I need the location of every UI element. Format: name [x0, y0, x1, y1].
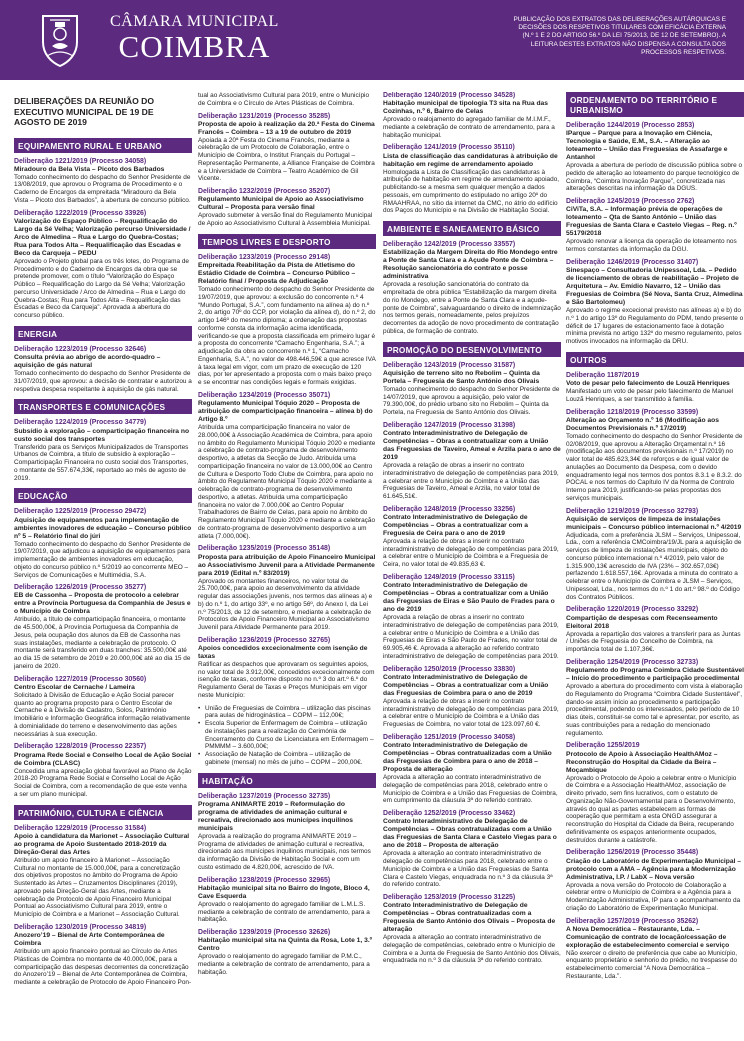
- deliberation-body: Aprovada a relação de obras a inserir no contrato interadministrativo de delegação de competências para 2019, a celebrar entre o Município de Coimbra e a Freguesia de Ceira, no valor total de 49.835,63 €.: [383, 537, 559, 569]
- deliberation-entry: [566, 918, 744, 981]
- section-heading: PROMOÇÃO DO DESENVOLVIMENTO: [383, 342, 561, 357]
- deliberation-title: Contrato Interadministrativo de Delegação de Competências – Obras contratualizadas com a União das Freguesias de Santa Clara e Castelo Viegas para o ano de 2018 – Proposta de alteração: [383, 818, 557, 850]
- deliberation-title: Proposta de apoio à realização da 20.ª Festa do Cinema Francês – Coimbra – 13 a 19 de outubro de 2019: [198, 120, 375, 136]
- deliberation-title: Habitação municipal sita na Quinta da Rosa, Lote 1, 3.º Centro: [198, 937, 373, 953]
- deliberation-entry: [14, 419, 192, 482]
- deliberation-title: Contrato Interadministrativo de Delegação de Competências – Obras a contratualizar com a União das Freguesias de Eiras e São Paulo de Frades para o ano de 2019: [383, 582, 555, 614]
- deliberation-body: Atribuído, a título de comparticipação financeira, o montante de 45.500,00€, à Província Portuguesa da Companhia de Jesus, pela ocupação dos alunos da EB de Cassonha nas suas instalações, mediante a celebração de protocolo. O montante será transferido em duas tranches: 35.500,00€ até ao dia 15 de setembro de 2019 e 20.000,00€ até ao dia 15 de janeiro de 2020.: [14, 616, 191, 670]
- deliberation-entry: [14, 508, 192, 579]
- deliberation-title: Contrato Interadministrativo de Delegação de Competências – Obras contratualizadas com a União das Freguesias de Coimbra para o ano de 2018 – Proposta de alteração: [383, 742, 552, 774]
- bullet-item: • Escola Superior de Enfermagem de Coimbra – utilização de instalações para a realização do Cerimónia de Encerramento do Curso de Licenciatura em Enfermagem – PMMMM – 3.600,00€;: [198, 720, 376, 751]
- section-heading: TEMPOS LIVRES E DESPORTO: [198, 234, 376, 249]
- deliberation-body: Aprovada a resolução sancionatória do contrato da empreitada de obra pública “Estabilização da margem direita do rio Mondego, entre a Ponte de Santa Clara e a açude-ponte de Coimbra”, salvaguardando o direito de indemnização nos termos gerais, nomeadamente, pelos prejuízos decorrentes da adoção de novo procedimento de contratação pública, de formação de contrato.: [383, 281, 561, 335]
- deliberation-body: Aprovado os montantes financeiros, no valor total de 25.700,00€, para apoio ao desenvolvimento da atividade regular das associações juvenis, nos termos das alíneas a) e b) do n.º 1, do artigo 33º, e no artigo 56º, do Anexo I, da Lei n.º 75/2013, de 12 de setembro, e mediante a celebração de Protocolos de Apoio Financeiro Municipal ao Associativismo Juvenil para Atividade Permanente para 2019.: [198, 577, 373, 632]
- bullet-item: • União de Freguesias de Coimbra – utilização das piscinas para aulas de hidroginástica – COPM – 112,00€;: [198, 705, 376, 721]
- deliberation-number: Deliberação 1228/2019 (Processo 22357): [14, 743, 147, 751]
- column-2: [198, 92, 376, 1037]
- deliberation-entry: [383, 810, 561, 889]
- deliberation-number: Deliberação 1235/2019 (Processo 35148): [198, 545, 331, 553]
- deliberation-entry: [566, 606, 744, 653]
- deliberation-number: Deliberação 1223/2019 (Processo 32646): [14, 345, 147, 353]
- deliberation-body: Atribuída uma comparticipação financeira no valor de 28.000,00€ à Associação Académica de Coimbra, para apoio no âmbito do Regulamento Municipal Tóquio 2020 e mediante a celebração de contrato-programa de desenvolvimento desportivo, a atletas da Secção de Judo. Atribuída uma comparticipação financeira no valor de 13.000,00€ ao Centro de Cultura e Desporto Todo Clube de Coimbra, para apoio no âmbito do Regulamento Municipal Tóquio 2020 e mediante a celebração de contrato-programa de desenvolvimento desportivo, a atletas. Atribuída uma comparticipação financeira no valor de 7.000,00€ ao Centro Popular Trabalhadores de Bairro de Celas, para apoio no âmbito do Regulamento Municipal Tóquio 2020 e mediante a celebração de contrato-programa de desenvolvimento desportivo a um atleta (7.000,00€).: [198, 424, 376, 540]
- deliberation-body: Aprovado o realojamento do agregado familiar de P.M.C., mediante a celebração de contrato de arrendamento, para a habitação.: [198, 953, 370, 976]
- deliberation-body: Atribuído um apoio financeiro pontual ao Círculo de Artes Plásticas de Coimbra no montante de 40.000,00€, para a comparticipação das despesas decorrentes da concretização do Anozero’19 – Bienal de Arte Contemporânea de Coimbra, mediante a celebração de Protocolo de Apoio Financeiro Pon-: [14, 948, 192, 987]
- deliberation-entry: [566, 659, 744, 737]
- deliberation-entry: [566, 372, 744, 404]
- section-heading: AMBIENTE E SANEAMENTO BÁSICO: [383, 221, 561, 236]
- deliberation-body: Aprovado o realojamento do agregado familiar de L.M.L.S. mediante a celebração de contrato de arrendamento, para a habitação.: [198, 900, 370, 924]
- deliberation-entry: [383, 734, 561, 805]
- deliberation-body: Aprovada a alteração ao contrato interadministrativo de delegação de competências para 2018, celebrado entre o Município de Coimbra e a União das Freguesias de Coimbra, em cumprimento da cláusula 3ª do referido contrato.: [383, 774, 558, 805]
- deliberation-title: Alteração ao Orçamento n.º 16 (Modificação aos Documentos Previsionais n.º 17/2019): [566, 416, 719, 432]
- column-3: [383, 92, 561, 1037]
- deliberation-title: Aquisição de terreno sito no Rebolim – Quinta da Portela – Freguesia de Santo António dos Olivais: [383, 369, 540, 385]
- deliberation-title: Regulamento do Programa Coimbra Cidade Sustentável – Início do procedimento e participação procedimental: [566, 667, 744, 683]
- deliberation-title: Centro Escolar de Cernache / Lameira: [14, 683, 135, 691]
- continued-text: tual ao Associativismo Cultural para 2019, entre o Município de Coimbra e o Círculo de Artes Plásticas de Coimbra.: [198, 92, 370, 107]
- deliberation-entry: [14, 158, 192, 205]
- deliberation-number: Deliberação 1242/2019 (Processo 33557): [383, 241, 516, 249]
- brand-top: CÂMARA MUNICIPAL: [110, 13, 279, 30]
- deliberation-number: Deliberação 1247/2019 (Processo 31398): [383, 421, 516, 429]
- deliberation-body: Aprovado o realojamento do agregado familiar de M.I.M.F., mediante a celebração de contrato de arrendamento, para a habitação municipal.: [383, 116, 555, 139]
- deliberation-entry: [383, 144, 561, 215]
- deliberation-title: Apoio à candidatura da Marionet – Associação Cultural ao programa de Apoio Sustentado 2018-2019 da Direção-Geral das Artes: [14, 832, 190, 856]
- deliberation-body: Transferido para os Serviços Municipalizados de Transportes Urbanos de Coimbra, a título de subsídio à exploração – Comparticipação Financeira no custo social dos Transportes, o montante de 557.674,33€, reportado ao mês de agosto de 2019.: [14, 443, 189, 482]
- deliberation-entry: [198, 793, 376, 872]
- deliberation-entry: [198, 929, 376, 976]
- deliberation-title: Habitação municipal sita no Bairro do Ingote, Bloco 4, Cave Esquerda: [198, 884, 370, 900]
- coimbra-crest-icon: [37, 12, 83, 68]
- deliberation-number: Deliberação 1249/2019 (Processo 33115): [383, 573, 515, 581]
- deliberation-body: Aprovada a relação de obras a inserir no contrato interadministrativo de delegação de competências para 2019, a celebrar entre o Município de Coimbra e a União das Freguesias de Taveiro, Ameal e Arzila, no valor total de 61.645,51€.: [383, 462, 559, 501]
- deliberation-entry: [198, 188, 376, 228]
- deliberation-body: Aprovada a relação de obras a inserir no contrato interadministrativo de delegação de competências para 2019, a celebrar entre o Município de Coimbra e a União das Freguesias de Eiras e São Paulo de Frades, no valor total de 69.905,46 €. Aprovada a alteração ao referido contrato interadministrativo de delegação de competências para 2019.: [383, 614, 559, 660]
- deliberation-body: Aprovada a realização do programa ANIMARTE 2019 – Programa de atividades de animação cultural e recreativa, direcionado aos munícipes inquilinos municipais, nos termos da informação da Divisão de Habitação Social e com um custo estimado de 4.820,00€, acrescido de IVA.: [198, 832, 371, 871]
- deliberation-title: CiViTa, S.A. – Informação prévia de operações de loteamento – Qta de Santo António – União das Freguesias de Santa Clara e Castelo Viegas – Reg. n.º 55179/2018: [566, 206, 737, 238]
- deliberation-entry: [198, 113, 376, 184]
- deliberation-number: Deliberação 1231/2019 (Processo 35285): [198, 112, 331, 120]
- deliberation-number: Deliberação 1222/2019 (Processo 33926): [14, 209, 147, 217]
- deliberation-entry: [14, 825, 192, 919]
- deliberation-body: Tomado conhecimento do despacho do Senhor Presidente de 19/07/2019, que aprovou: a exclusão do concorrente n.º 4 “Mundo Portugal, S.A.”, com fundamento na alínea a) do n.º 2, do artigo 70º do CCP, por violação da alínea d), do n.º 2, do artigo 146º do mesmo diploma; a ordenação das propostas conforme consta da informação acima identificada, verificando-se que a proposta classificada em primeiro lugar é a proposta do concorrente “Camacho Engenharia, S.A.”; a adjudicação da obra ao concorrente n.º 1, “Camacho Engenharia, S.A.”, no valor de 498.446,59€ a que acresce IVA à taxa legal em vigor, com um prazo de execução de 120 dias, por ter apresentado a proposta com o mais baixo preço e se encontrar nas condições legais e formais exigidas.: [198, 286, 376, 387]
- deliberation-title: Programa ANIMARTE 2019 – Reformulação do programa de atividades de animação cultural e recreativa, direcionado aos municípes inquilinos municipais: [198, 800, 353, 832]
- deliberation-entry: [198, 254, 376, 387]
- column-4: [566, 92, 744, 1037]
- deliberation-body: Aprovada a alteração ao contrato interadministrativo de delegação de competências para 2018, celebrado entre o Município de Coimbra e a União das Freguesias de Santa Clara e Castelo Viegas, enquadrada no n.º 3 da cláusula 3ª do referido contrato.: [383, 850, 553, 889]
- deliberation-title: Subsídio à exploração – comparticipação financeira no custo social dos transportes: [14, 427, 190, 443]
- deliberation-number: Deliberação 1245/2019 (Processo 2762): [566, 198, 695, 206]
- deliberation-entry: [14, 676, 192, 739]
- deliberation-body: Tomado conhecimento do despacho do Senhor Presidente de 14/07/2019, que aprovou a aquisição, pelo valor de 79.390,00€, do prédio urbano sito no Rebolim – Quinta da Portela, na Freguesia de Santo António dos Olivais.: [383, 385, 560, 417]
- deliberation-body: Manifestado um voto de pesar pelo falecimento de Manuel Louzã Henriques, a ser transmitido à família.: [566, 388, 734, 403]
- deliberation-entry: [566, 849, 744, 912]
- deliberation-title: Protocolo de Apoio à Associação HealthAMoz – Reconstrução do Hospital da Cidade da Beira – Moçambique: [566, 750, 718, 774]
- deliberation-entry: [383, 241, 561, 335]
- deliberation-title: Empreitada Reabilitação da Pista de Atletismo do Estádio Cidade de Coimbra – Concurso Público – Relatório final / Proposta de Adjudicação: [198, 262, 356, 286]
- deliberation-body: Aprovado o Protocolo de Apoio a celebrar entre o Município de Coimbra e a Associação HealthAMoz, associação de direito privado, sem fins lucrativos, com o estatuto de Organização Não-Governamental para o Desenvolvimento, através do qual as partes estabelecem as formas de cooperação que permitam a esta ONGD assegurar a reconstrução do Hospital da Cidade da Beira, recuperando definitivamente os espaços anteriormente ocupados, destruídos durante a catástrofe.: [566, 774, 737, 844]
- deliberation-number: Deliberação 1236/2019 (Processo 32765): [198, 636, 331, 644]
- deliberation-body: Não exercer o direito de preferência que cabe ao Município, enquanto proprietário e senhorio do prédio, no trespasse do estabelecimento comercial “A Nova Democrática – Restaurante, Lda.”.: [566, 949, 738, 980]
- page-body: [0, 80, 744, 1041]
- deliberation-title: Proposta para atribuição de Apoio Financeiro Municipal ao Associativismo Juvenil para a Atividade Permanente para 2019 (Edital n.º 83/2019): [198, 553, 376, 577]
- deliberation-entry: [198, 877, 376, 924]
- brand-name: COIMBRA: [118, 29, 271, 64]
- section-heading: EQUIPAMENTO RURAL E URBANO: [14, 138, 192, 153]
- deliberation-number: Deliberação 1240/2019 (Processo 34528): [383, 92, 516, 99]
- bullet-list: [198, 705, 376, 767]
- deliberation-title: Apoios concedidos excecionalmente com isenção de taxas: [198, 644, 368, 660]
- deliberation-number: Deliberação 1221/2019 (Processo 34058): [14, 157, 147, 165]
- deliberation-entry: [14, 743, 192, 798]
- deliberation-title: Regulamento Municipal de Apoio ao Associativismo Cultural – Proposta para versão final: [198, 196, 364, 212]
- deliberation-title: Programa Rede Social e Conselho Local de Ação Social de Coimbra (CLASC): [14, 751, 192, 767]
- deliberation-title: Aquisição de serviços de limpeza de instalações municipais – Concurso público internacional n.º 4/2019: [566, 515, 742, 531]
- deliberation-number: Deliberação 1187/2019: [566, 371, 640, 379]
- deliberation-entry: [383, 574, 561, 661]
- deliberation-body: Concedida uma apreciação global favorável ao Plano de Ação 2018-20 Programa Rede Social e Conselho Local de Ação Social de Coimbra, com a recomendação de que este venha a ser um plano municipal.: [14, 767, 192, 798]
- deliberation-body: Aprovado renovar a licença da operação de loteamento nos termos constantes da informação da DGU.: [566, 238, 737, 254]
- deliberation-entry: [198, 392, 376, 540]
- page-header: [0, 0, 744, 80]
- deliberation-body: Aprovada a nova versão do Protocolo de Colaboração a celebrar entre o Município de Coimbra e a Agência para a Modernização Administrativa, IP para o acompanhamento da criação do Laboratório de Experimentação Municipal.: [566, 881, 741, 912]
- deliberation-number: Deliberação 1234/2019 (Processo 35071): [198, 391, 331, 399]
- deliberation-body: Atribuído um apoio financeiro à Marionet – Associação Cultural no montante de 15.000,00€, para a concretização dos objetivos propostos no âmbito do Programa de Apoio Sustentado às Artes – Cruzamentos Disciplinares (2019), aprovado pela Direção-Geral das Artes, mediante a celebração de Protocolo de Apoio Financeiro Municipal Pontual ao Associativismo Cultural para 2019, entre o Município de Coimbra e a Marionet – Associação Cultural.: [14, 856, 181, 919]
- deliberation-entry: [383, 506, 561, 569]
- deliberation-number: Deliberação 1237/2019 (Processo 32735): [198, 792, 331, 800]
- deliberation-number: Deliberação 1248/2019 (Processo 33256): [383, 505, 516, 513]
- deliberation-entry: [566, 122, 744, 193]
- deliberation-body: Homologada a Lista de Classificação das candidaturas à atribuição de habitação em regime de arrendamento apoiado, publicitando-se a mesma sem qualquer menção a dados pessoais, em cumprimento do estipulado no artigo 20º do RMAAHRAA, no sítio da internet da CMC, no átrio do edifício dos Paços do Município e na Divisão de Habitação Social.: [383, 168, 560, 215]
- deliberation-entry: [14, 924, 192, 987]
- deliberation-number: Deliberação 1219/2019 (Processo 32793): [566, 507, 699, 515]
- deliberation-number: Deliberação 1218/2019 (Processo 33599): [566, 408, 699, 416]
- deliberation-number: Deliberação 1239/2019 (Processo 32626): [198, 929, 331, 937]
- deliberation-title: Voto de pesar pelo falecimento de Louzã Henriques: [566, 380, 730, 388]
- deliberation-body: Ratificar as despachos que aprovaram os seguintes apoios, no valor total de 3.912,00€, concedidos excecionalmente com isenção de taxas, conforme disposto no n.º 3 do art.º 6.º do Regulamento Geral de Taxas e Preços Municipais em vigor neste Município:: [198, 660, 375, 699]
- section-heading: OUTROS: [566, 352, 744, 367]
- deliberation-title: Consulta prévia ao abrigo de acordo-quadro – aquisição de gás natural: [14, 354, 161, 370]
- section-heading: ENERGIA: [14, 326, 192, 341]
- deliberation-body: Aprovada a abertura de período de discussão pública sobre o pedido de alteração ao loteamento do parque tecnológico de Coimbra, “Coimbra Inovação Parque”, concretizada nas alterações descritas na informação da DGUS.: [566, 162, 743, 193]
- deliberation-entry: [14, 584, 192, 670]
- deliberation-title: Aquisição de equipamentos para implementação de ambientes inovadores de educação – Concurso público nº 5 – Relatório final do júri: [14, 516, 192, 540]
- deliberation-body: Adjudicada, com a preferência JLSM – Serviços, Unipessoal, Lda., com a referência CMCoimbra/19/JL para a aquisição de serviços de limpeza de instalações municipais, objeto do concurso público internacional n.º 4/2019, pelo valor de 1.315.900,13€ acrescido de IVA (23% – 302.657,03€) perfazendo 1.618.557,16€. Aprovada a minuta do contrato a celebrar entre o Município de Coimbra e JLSM – Serviços, Unipessoal, Lda., nos termos do n.º 1 do art.º 98.º do Código dos Contratos Públicos.: [566, 531, 742, 601]
- deliberation-title: Anozero’19 – Bienal de Arte Contemporânea de Coimbra: [14, 932, 165, 948]
- deliberation-number: Deliberação 1224/2019 (Processo 34779): [14, 419, 147, 427]
- bullet-item: • Associação de Natação de Coimbra – utilização de gabinete (mensal) no mês de julho – COPM – 200,00€.: [198, 751, 376, 767]
- deliberation-title: Sinespaço – Consultadoria Unipessoal, Lda. – Pedido de licenciamento de obras de reabilitação – Projeto de Arquitetura – Av. Emídio Navarro, 12 – União das Freguesias de Coimbra (Sé Nova, Santa Cruz, Almedina e São Bartolomeu): [566, 267, 743, 307]
- column-2-content: [198, 92, 376, 977]
- publication-note: PUBLICAÇÃO DOS EXTRATOS DAS DELIBERAÇÕES AUTÁRQUICAS E DECISÕES DOS RESPETIVOS TITULARES COM EFICÁCIA EXTERNA (N.º 1 E 2 DO ARTIGO 56.º DA LEI 75/2013, DE 12 DE SETEMBRO). A LEITURA DESTES EXTRATOS NÃO DISPENSA A CONSULTA DOS PROCESSOS RESPETIVOS.: [513, 16, 726, 56]
- column-1: [14, 96, 192, 1041]
- deliberation-body: Aprovada a relação de obras a inserir no contrato interadministrativo de delegação de competências para 2019, a celebrar entre o Município de Coimbra e a União das Freguesias de Coimbra, no valor total de 123.097,60 €.: [383, 697, 559, 729]
- deliberation-body: Apoiada a 20ª Festa do Cinema Francês, mediante a celebração de um Protocolo de Colaboração, entre o Município de Coimbra, o Institut Français du Portugal – Representação Permanente, a Alliance Française de Coimbra e a Universidade de Coimbra – Teatro Académico de Gil Vicente.: [198, 136, 375, 183]
- deliberation-title: Contrato Interadministrativo de Delegação de Competências – Obras a contratualizar com a União das Freguesias de Coimbra para o ano de 2019: [383, 673, 549, 697]
- brand: [110, 14, 279, 64]
- deliberation-number: Deliberação 1241/2019 (Processo 35110): [383, 144, 515, 152]
- deliberation-body: Aprovada a repartição dos valores a transferir para as Juntas / Uniões de Freguesia do Concelho de Coimbra, na importância total de 1.107,36€.: [566, 630, 741, 654]
- deliberation-number: Deliberação 1255/2019: [566, 742, 640, 750]
- deliberation-body: Aprovado a abertura do procedimento com vista à elaboração do Regulamento do Programa “Coimbra Cidade Sustentável”, dando-se assim início ao procedimento e participação procedimental, podendo os interessados, pelo período de 10 dias úteis, constituir-se como tal e apresentar, por escrito, as suas contribuições para a redação do mencionado regulamento.: [566, 683, 743, 737]
- section-heading: ORDENAMENTO DO TERRITÓRIO E URBANISMO: [566, 92, 744, 117]
- deliberation-title: Contrato Interadministrativo de Delegação de Competências – Obras a contratualizar com a Freguesia de Ceira para o ano de 2019: [383, 513, 528, 537]
- deliberation-title: Regulamento Municipal Tóquio 2020 – Proposta de atribuição de comparticipação financeira – alínea b) do Artigo 8.º: [198, 400, 373, 424]
- main-title: DELIBERAÇÕES DA REUNIÃO DO EXECUTIVO MUNICIPAL DE 19 DE AGOSTO DE 2019: [14, 96, 155, 127]
- deliberation-title: Contrato Interadministrativo de Delegação de Competências – Obras a contratualizar com a União das Freguesias de Taveiro, Ameal e Arzila para o ano de 2019: [383, 430, 561, 462]
- deliberation-body: Tomado conhecimento do despacho do Senhor Presidente de 13/08/2019, que aprovou o Programa de Procedimento e o Caderno de Encargos da empreitada “Miradouro da Bela Vista – Picoto dos Barbados”, à abertura de concurso público.: [14, 173, 191, 204]
- deliberation-number: Deliberação 1251/2019 (Processo 34058): [383, 733, 516, 741]
- deliberation-number: Deliberação 1246/2019 (Processo 31407): [566, 258, 699, 266]
- deliberation-entry: [383, 362, 561, 417]
- section-heading: PATRIMÓNIO, CULTURA E CIÊNCIA: [14, 805, 192, 820]
- deliberation-entry: [383, 894, 561, 965]
- deliberation-number: Deliberação 1256/2019 (Processo 35448): [566, 849, 699, 857]
- deliberation-number: Deliberação 1230/2019 (Processo 34819): [14, 923, 147, 931]
- deliberation-number: Deliberação 1252/2019 (Processo 33462): [383, 810, 516, 818]
- deliberation-entry: [383, 666, 561, 729]
- deliberation-body: Tomado conhecimento do despacho do Senhor Presidente de 19/07/2019, que adjudicou a aquisição de equipamentos para implementação de ambientes inovadores em educação, objeto do concurso público n.º 5/2019 ao concorrente MEO – Serviços de Comunicações e Multimédia, S.A.: [14, 540, 191, 579]
- deliberation-body: Aprovado submeter à versão final do Regulamento Municipal de Apoio ao Associativismo Cultural à Assembleia Municipal.: [198, 212, 373, 228]
- deliberation-title: Lista de classificação das candidaturas à atribuição de habitação em regime de arrendamento apoiado: [383, 152, 558, 168]
- deliberation-number: Deliberação 1220/2019 (Processo 33292): [566, 606, 699, 614]
- deliberation-entry: [383, 422, 561, 501]
- deliberation-title: Valorização do Espaço Público – Requalificação do Largo da Sé Velha; Valorização percurso Universidade / Arco de Almedina – Rua e Largo do Quebra-Costas; Rua para Todos Alta – Requalificação das Escadas e Beco da Carqueja – PEDU: [14, 217, 191, 257]
- deliberation-number: Deliberação 1229/2019 (Processo 31584): [14, 824, 147, 832]
- deliberation-title: A Nova Democrática – Restaurante, Lda. – Comunicação de contrato de locação/cessação de exploração de estabelecimento comercial e serviço: [566, 925, 730, 949]
- deliberation-entry: [566, 742, 744, 844]
- deliberation-number: Deliberação 1250/2019 (Processo 33830): [383, 665, 516, 673]
- deliberation-entry: [566, 409, 744, 503]
- deliberation-body: Solicitado à Divisão de Educação e Ação Social parecer quanto ao programa proposto para o Centro Escolar de Cernache e à Divisão de Cadastro, Solos, Património Imobiliário e Informação Geográfica informação relativamente à dominialidade do terreno e desenvolvimento das ações necessárias à sua execução.: [14, 691, 191, 738]
- deliberation-title: Criação do Laboratório de Experimentação Municipal – protocolo com a AMA – Agência para a Modernização Administrativa, I.P. / LabX – Nova versão: [566, 857, 742, 881]
- deliberation-entry: [14, 346, 192, 393]
- deliberation-title: IParque – Parque para a Inovação em Ciência, Tecnologia e Saúde, E.M., S.A. – Alteração ao loteamento – União das Freguesias de Assafarge e Antanhol: [566, 130, 728, 162]
- deliberation-number: Deliberação 1254/2019 (Processo 32733): [566, 658, 699, 666]
- deliberation-number: Deliberação 1233/2019 (Processo 29148): [198, 253, 331, 261]
- deliberation-title: EB de Cassonha – Proposta de protocolo a celebrar entre a Província Portuguesa da Companhia de Jesus e o Município de Coimbra: [14, 592, 191, 616]
- column-4-content: [566, 92, 744, 981]
- deliberation-number: Deliberação 1232/2019 (Processo 35207): [198, 188, 331, 196]
- section-heading: TRANSPORTES E COMUNICAÇÕES: [14, 399, 192, 414]
- deliberation-number: Deliberação 1227/2019 (Processo 30560): [14, 675, 147, 683]
- column-3-content: [383, 92, 561, 965]
- deliberation-number: Deliberação 1243/2019 (Processo 31587): [383, 361, 516, 369]
- deliberation-entry: [14, 210, 192, 320]
- deliberation-body: Tomado conhecimento do despacho do Senhor Presidente de 31/07/2019, que aprovou: a decisão de contratar e autorizou a respetiva despesa respeitante à aquisição de gás natural.: [14, 370, 192, 393]
- section-heading: EDUCAÇÃO: [14, 488, 192, 503]
- deliberation-body: Tomado conhecimento do despacho do Senhor Presidente de 02/08/2019, que aprovou a Alteração Orçamental n.º 16 (modificação aos documentos previsionais n.º 17/2019) no valor total de 485.623,34€ de reforços e de igual valor de anulações ao Documento da Despesa, com o devido enquadramento legal nos termos dos pontos 8.3.1 e 8.3.2. do POCAL e nos termos do Capítulo IV da Norma de Controlo Interno para 2019, justificando-se pelas propostas dos serviços municipais.: [566, 432, 743, 502]
- deliberation-entry: [566, 259, 744, 346]
- deliberation-number: Deliberação 1257/2019 (Processo 35262): [566, 917, 699, 925]
- deliberation-number: Deliberação 1225/2019 (Processo 29472): [14, 508, 147, 516]
- deliberation-body: Aprovado o Projeto global para os três lotes, do Programa de Procedimento e do Caderno de Encargos da obra que se pretende promover, com o título “Valorização do Espaço Público – Requalificação do Largo da Sé Velha; Valorização percurso Universidade / Arco de Almedina – Rua e Largo do Quebra-Costas; Rua para Todos Alta – Requalificação das Escadas e Beco da Carqueja”. Aprovada a abertura do concurso público.: [14, 257, 189, 320]
- deliberation-entry: [566, 508, 744, 602]
- deliberation-number: Deliberação 1238/2019 (Processo 32965): [198, 876, 331, 884]
- deliberation-body: Aprovado o regime excecional previsto nas alíneas a) e b) do n.º 1 do artigo 13º do Regulamento do PDM, tendo presente o déficit de 17 lugares de estacionamento face à dotação mínima prevista no artigo 132º do mesmo regulamento, pelos motivos invocados na informação da DRU.: [566, 307, 744, 346]
- deliberation-title: Compartição de despesas com Recenseamento Eleitoral 2018: [566, 614, 718, 630]
- section-heading: HABITAÇÃO: [198, 773, 376, 788]
- deliberation-entry: [198, 637, 376, 700]
- deliberation-number: Deliberação 1244/2019 (Processo 2853): [566, 122, 695, 129]
- deliberation-title: Miradouro da Bela Vista – Picoto dos Barbados: [14, 165, 165, 173]
- deliberation-number: Deliberação 1226/2019 (Processo 35277): [14, 584, 147, 592]
- deliberation-title: Habitação municipal de tipologia T3 sita na Rua das Cozinhas, n.º 6, Bairro de Celas: [383, 100, 548, 116]
- deliberation-title: Estabilização da Margem Direita do Rio Mondego entre a Ponte de Santa Clara e a Açude Ponte de Coimbra – Resolução sancionatória do contrato e posse administrativa: [383, 249, 558, 281]
- deliberation-title: Contrato Interadministrativo de Delegação de Competências – Obras contratualizadas com a Freguesia de Santo António dos Olivais – Proposta de alteração: [383, 902, 556, 934]
- deliberation-entry: [383, 92, 561, 139]
- column-1-content: [14, 138, 192, 987]
- deliberation-entry: [566, 198, 744, 254]
- deliberation-body: Aprovada a alteração ao contrato interadministrativo de delegação de competências, celebrado entre o Município de Coimbra e a Junta de Freguesia de Santo António dos Olivais, enquadrada no n.º 3 da cláusula 3ª do referido contrato.: [383, 934, 561, 965]
- deliberation-entry: [198, 545, 376, 631]
- deliberation-number: Deliberação 1253/2019 (Processo 31225): [383, 894, 516, 902]
